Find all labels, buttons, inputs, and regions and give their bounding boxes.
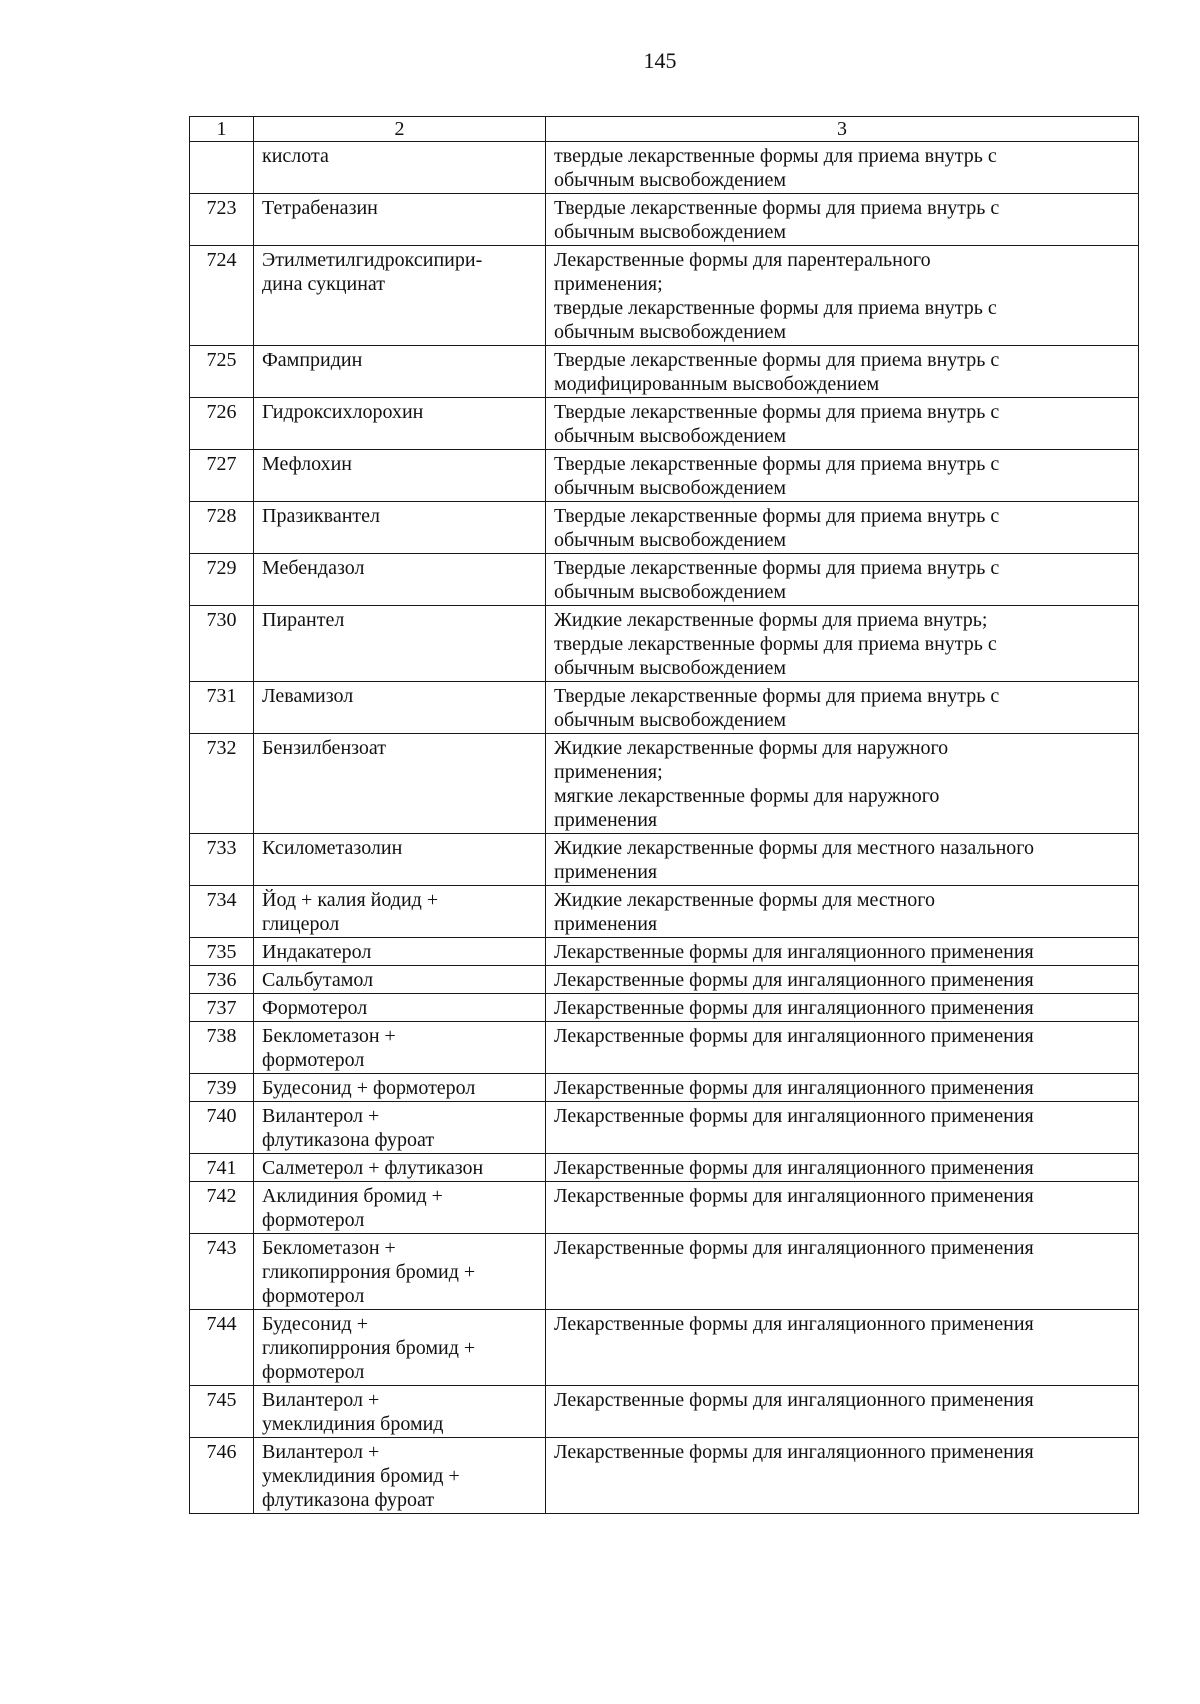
drug-name-line: Аклидиния бромид +: [262, 1185, 443, 1207]
drug-name-cell: [254, 886, 546, 938]
drug-name-cell: [254, 502, 546, 554]
drug-name-line: Мефлохин: [262, 453, 352, 475]
column-number-1: 1: [190, 117, 254, 142]
row-number: 742: [190, 1182, 254, 1234]
row-number: 723: [190, 194, 254, 246]
table-row: [190, 1074, 1139, 1102]
drug-name-line: Формотерол: [262, 997, 368, 1019]
drug-name-cell: [254, 398, 546, 450]
table-row: [190, 682, 1139, 734]
dosage-form-line: Лекарственные формы для ингаляционного применения: [554, 1389, 1034, 1411]
drug-name-line: формотерол: [262, 1209, 365, 1231]
drug-name-line: Вилантерол +: [262, 1441, 380, 1463]
drug-name-cell: [254, 1182, 546, 1234]
dosage-form-line: Лекарственные формы для ингаляционного применения: [554, 1105, 1034, 1127]
table-row: [190, 142, 1139, 194]
table-row: [190, 1022, 1139, 1074]
dosage-forms-cell: [546, 1438, 1139, 1514]
dosage-form-line: Лекарственные формы для ингаляционного применения: [554, 1077, 1034, 1099]
dosage-form-line: обычным высвобождением: [554, 221, 787, 243]
row-number: [190, 142, 254, 194]
dosage-form-line: применения;: [554, 761, 663, 783]
row-number: 724: [190, 246, 254, 346]
drug-name-cell: [254, 1074, 546, 1102]
dosage-form-line: Жидкие лекарственные формы для наружного: [554, 737, 949, 759]
table-row: [190, 1386, 1139, 1438]
table-row: [190, 246, 1139, 346]
drug-name-cell: [254, 1102, 546, 1154]
dosage-forms-cell: [546, 1074, 1139, 1102]
dosage-forms-cell: [546, 502, 1139, 554]
dosage-forms-cell: [546, 834, 1139, 886]
drug-name-line: Индакатерол: [262, 941, 372, 963]
table-row: [190, 1438, 1139, 1514]
dosage-forms-cell: [546, 1022, 1139, 1074]
drug-name-cell: [254, 938, 546, 966]
drug-name-line: Пирантел: [262, 609, 345, 631]
drug-name-cell: [254, 246, 546, 346]
row-number: 743: [190, 1234, 254, 1310]
row-number: 728: [190, 502, 254, 554]
page-number: 145: [643, 48, 677, 73]
dosage-forms-cell: [546, 682, 1139, 734]
table-row: [190, 938, 1139, 966]
dosage-form-line: применения: [554, 809, 658, 831]
row-number: 735: [190, 938, 254, 966]
dosage-forms-cell: [546, 1102, 1139, 1154]
dosage-form-line: Твердые лекарственные формы для приема внутрь с: [554, 453, 1000, 475]
dosage-form-line: применения;: [554, 273, 663, 295]
drug-name-line: Ксилометазолин: [262, 837, 403, 859]
dosage-form-line: модифицированным высвобождением: [554, 373, 880, 395]
table-row: [190, 194, 1139, 246]
row-number: 730: [190, 606, 254, 682]
drug-name-line: флутиказона фуроат: [262, 1129, 435, 1151]
drug-name-line: дина сукцинат: [262, 273, 385, 295]
row-number: 737: [190, 994, 254, 1022]
dosage-form-line: Лекарственные формы для ингаляционного применения: [554, 997, 1034, 1019]
table-row: [190, 554, 1139, 606]
drug-name-cell: [254, 346, 546, 398]
dosage-form-line: Лекарственные формы для ингаляционного применения: [554, 1185, 1034, 1207]
dosage-forms-cell: [546, 966, 1139, 994]
drug-name-line: формотерол: [262, 1285, 365, 1307]
drug-name-line: Левамизол: [262, 685, 354, 707]
table-row: [190, 834, 1139, 886]
dosage-form-line: мягкие лекарственные формы для наружного: [554, 785, 940, 807]
row-number: 746: [190, 1438, 254, 1514]
table-row: [190, 1102, 1139, 1154]
dosage-form-line: Твердые лекарственные формы для приема внутрь с: [554, 197, 1000, 219]
drug-name-line: Фампридин: [262, 349, 363, 371]
drug-name-line: формотерол: [262, 1361, 365, 1383]
dosage-form-line: Лекарственные формы для ингаляционного применения: [554, 969, 1034, 991]
dosage-forms-cell: [546, 1234, 1139, 1310]
drug-name-cell: [254, 834, 546, 886]
dosage-form-line: Твердые лекарственные формы для приема внутрь с: [554, 557, 1000, 579]
drug-name-cell: [254, 1386, 546, 1438]
drug-name-cell: [254, 994, 546, 1022]
dosage-forms-cell: [546, 246, 1139, 346]
row-number: 734: [190, 886, 254, 938]
row-number: 726: [190, 398, 254, 450]
drug-name-line: Тетрабеназин: [262, 197, 378, 219]
dosage-form-line: Лекарственные формы для парентерального: [554, 249, 931, 271]
drug-name-cell: [254, 142, 546, 194]
drug-name-line: Салметерол + флутиказон: [262, 1157, 484, 1179]
dosage-forms-cell: [546, 1310, 1139, 1386]
drug-name-cell: [254, 1022, 546, 1074]
dosage-form-line: обычным высвобождением: [554, 657, 787, 679]
dosage-form-line: обычным высвобождением: [554, 477, 787, 499]
dosage-form-line: Лекарственные формы для ингаляционного применения: [554, 941, 1034, 963]
row-number: 733: [190, 834, 254, 886]
drug-name-line: Этилметилгидроксипири-: [262, 249, 483, 271]
drug-name-line: Беклометазон +: [262, 1237, 396, 1259]
drug-name-cell: [254, 554, 546, 606]
dosage-form-line: твердые лекарственные формы для приема внутрь с: [554, 633, 997, 655]
drug-name-cell: [254, 450, 546, 502]
dosage-forms-cell: [546, 886, 1139, 938]
table-body: [190, 142, 1139, 1514]
drug-name-line: умеклидиния бромид: [262, 1413, 444, 1435]
drug-name-line: формотерол: [262, 1049, 365, 1071]
table-row: [190, 450, 1139, 502]
drug-name-cell: [254, 966, 546, 994]
drug-name-line: Мебендазол: [262, 557, 365, 579]
row-number: 736: [190, 966, 254, 994]
drug-name-cell: [254, 194, 546, 246]
drug-name-cell: [254, 1234, 546, 1310]
row-number: 741: [190, 1154, 254, 1182]
dosage-form-line: обычным высвобождением: [554, 425, 787, 447]
dosage-form-line: применения: [554, 913, 658, 935]
dosage-form-line: твердые лекарственные формы для приема внутрь с: [554, 145, 997, 167]
dosage-forms-cell: [546, 398, 1139, 450]
drug-name-cell: [254, 606, 546, 682]
row-number: 745: [190, 1386, 254, 1438]
dosage-form-line: обычным высвобождением: [554, 709, 787, 731]
drug-name-line: Вилантерол +: [262, 1389, 380, 1411]
dosage-forms-cell: [546, 994, 1139, 1022]
dosage-form-line: Жидкие лекарственные формы для местного: [554, 889, 935, 911]
drug-name-line: Будесонид +: [262, 1313, 369, 1335]
table-row: [190, 1310, 1139, 1386]
drug-name-line: Будесонид + формотерол: [262, 1077, 476, 1099]
drug-name-line: Беклометазон +: [262, 1025, 396, 1047]
table-row: [190, 734, 1139, 834]
table-row: [190, 966, 1139, 994]
drug-name-line: умеклидиния бромид +: [262, 1465, 460, 1487]
drug-name-cell: [254, 1438, 546, 1514]
drug-name-line: флутиказона фуроат: [262, 1489, 435, 1511]
table-row: [190, 886, 1139, 938]
drug-name-line: глицерол: [262, 913, 340, 935]
drug-name-line: кислота: [262, 145, 329, 167]
row-number: 740: [190, 1102, 254, 1154]
dosage-forms-cell: [546, 450, 1139, 502]
dosage-form-line: Жидкие лекарственные формы для приема внутрь;: [554, 609, 988, 631]
dosage-forms-cell: [546, 1386, 1139, 1438]
dosage-forms-cell: [546, 606, 1139, 682]
drug-name-line: Сальбутамол: [262, 969, 374, 991]
dosage-forms-cell: [546, 554, 1139, 606]
drug-name-cell: [254, 682, 546, 734]
dosage-forms-cell: [546, 346, 1139, 398]
table-row: [190, 1182, 1139, 1234]
drug-name-line: Бензилбензоат: [262, 737, 387, 759]
dosage-form-line: Лекарственные формы для ингаляционного применения: [554, 1025, 1034, 1047]
drug-name-line: Вилантерол +: [262, 1105, 380, 1127]
column-number-3: 3: [546, 117, 1139, 142]
column-number-row: [190, 117, 1139, 142]
drug-name-line: гликопиррония бромид +: [262, 1337, 476, 1359]
table-row: [190, 1234, 1139, 1310]
row-number: 727: [190, 450, 254, 502]
drug-name-line: Празиквантел: [262, 505, 380, 527]
table-row: [190, 346, 1139, 398]
dosage-form-line: твердые лекарственные формы для приема внутрь с: [554, 297, 997, 319]
dosage-form-line: обычным высвобождением: [554, 321, 787, 343]
dosage-form-line: обычным высвобождением: [554, 529, 787, 551]
row-number: 729: [190, 554, 254, 606]
dosage-form-line: Твердые лекарственные формы для приема внутрь с: [554, 685, 1000, 707]
drug-name-cell: [254, 1310, 546, 1386]
table-row: [190, 606, 1139, 682]
dosage-forms-cell: [546, 1154, 1139, 1182]
dosage-form-line: обычным высвобождением: [554, 169, 787, 191]
row-number: 738: [190, 1022, 254, 1074]
dosage-form-line: применения: [554, 861, 658, 883]
dosage-form-line: обычным высвобождением: [554, 581, 787, 603]
drug-name-line: Гидроксихлорохин: [262, 401, 424, 423]
table-row: [190, 994, 1139, 1022]
row-number: 744: [190, 1310, 254, 1386]
drug-name-line: гликопиррония бромид +: [262, 1261, 476, 1283]
drug-name-cell: [254, 1154, 546, 1182]
row-number: 732: [190, 734, 254, 834]
table-row: [190, 1154, 1139, 1182]
row-number: 725: [190, 346, 254, 398]
dosage-forms-cell: [546, 1182, 1139, 1234]
drug-name-line: Йод + калия йодид +: [262, 889, 439, 911]
row-number: 739: [190, 1074, 254, 1102]
dosage-form-line: Твердые лекарственные формы для приема внутрь с: [554, 349, 1000, 371]
table-row: [190, 398, 1139, 450]
dosage-form-line: Твердые лекарственные формы для приема внутрь с: [554, 401, 1000, 423]
dosage-form-line: Твердые лекарственные формы для приема внутрь с: [554, 505, 1000, 527]
dosage-forms-cell: [546, 142, 1139, 194]
dosage-form-line: Лекарственные формы для ингаляционного применения: [554, 1157, 1034, 1179]
dosage-form-line: Лекарственные формы для ингаляционного применения: [554, 1313, 1034, 1335]
row-number: 731: [190, 682, 254, 734]
dosage-form-line: Лекарственные формы для ингаляционного применения: [554, 1441, 1034, 1463]
medication-table: [189, 116, 1139, 1514]
drug-name-cell: [254, 734, 546, 834]
dosage-forms-cell: [546, 734, 1139, 834]
dosage-form-line: Лекарственные формы для ингаляционного применения: [554, 1237, 1034, 1259]
dosage-form-line: Жидкие лекарственные формы для местного назального: [554, 837, 1034, 859]
dosage-forms-cell: [546, 194, 1139, 246]
dosage-forms-cell: [546, 938, 1139, 966]
column-number-2: 2: [254, 117, 546, 142]
table-row: [190, 502, 1139, 554]
